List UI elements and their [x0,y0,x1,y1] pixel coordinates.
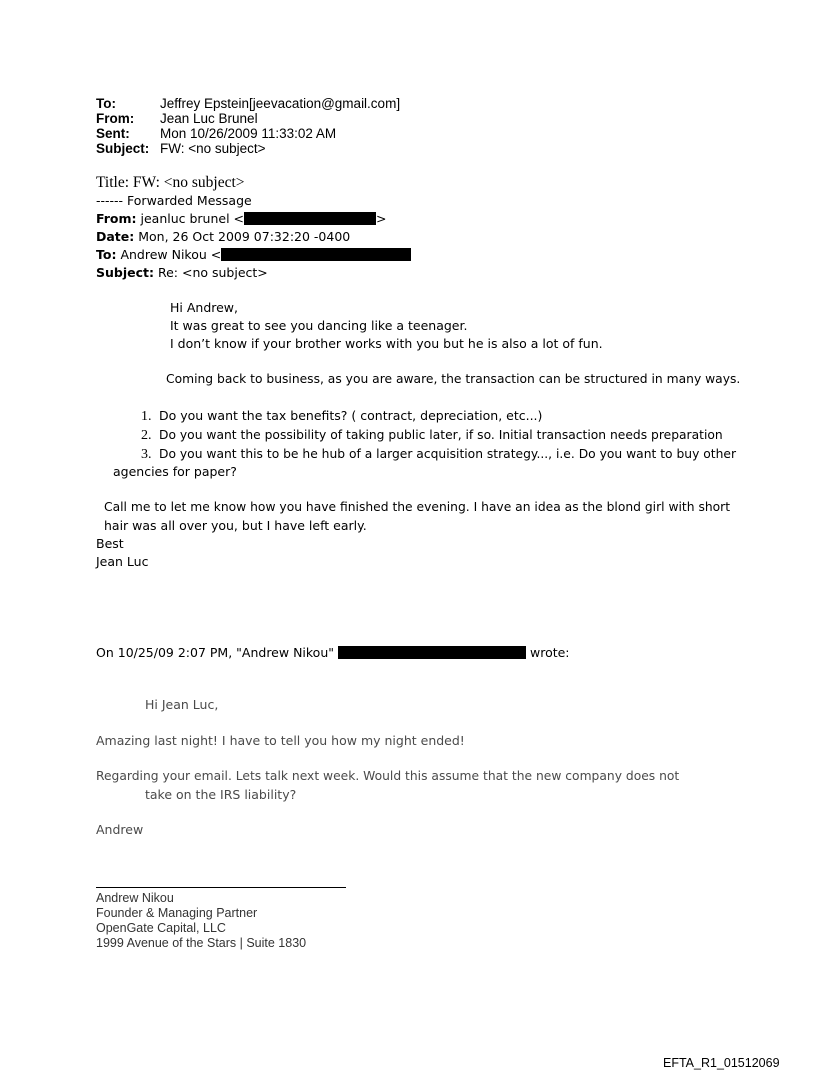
list-text: Do you want this to be he hub of a larger acquisition strategy..., i.e. Do you want to buy other [159,447,737,461]
message-signature: Jean Luc [96,554,149,569]
to-value: Jeffrey Epstein[jeevacation@gmail.com] [160,96,401,111]
header-to-row [96,96,400,111]
list-item-continuation: agencies for paper? [113,464,237,479]
quoted-line: Regarding your email. Lets talk next week. Would this assume that the new company does not [96,769,680,783]
list-text: Do you want the tax benefits? ( contract, depreciation, etc...) [159,408,543,423]
fwd-to-label: To: [96,247,117,262]
list-item [141,446,736,463]
quoted-line: Amazing last night! I have to tell you how my night ended! [96,733,465,748]
quoted-name: Andrew [96,822,144,837]
forwarded-date-row [96,228,350,246]
fwd-to-value: Andrew Nikou < [120,247,222,262]
forwarded-from-row [96,210,387,228]
signature-block [96,891,306,951]
fwd-date-label: Date: [96,229,135,244]
message-signoff: Best [96,536,124,551]
signature-company: OpenGate Capital, LLC [96,921,226,935]
fwd-subject-value: Re: <no subject> [157,265,268,280]
list-number: 1. [141,409,152,424]
quoted-intro-prefix: On 10/25/09 2:07 PM, "Andrew Nikou" [96,645,335,660]
signature-address: 1999 Avenue of the Stars | Suite 1830 [96,936,307,950]
redaction-bar [221,248,411,261]
forwarded-banner: ------ Forwarded Message [96,193,252,208]
header-from-row [96,111,400,126]
list-number: 2. [141,428,152,443]
subject-label: Subject: [96,141,150,156]
quoted-greeting: Hi Jean Luc, [145,697,219,712]
sent-label: Sent: [96,126,130,141]
quoted-intro [96,645,570,660]
quoted-line-continuation: take on the IRS liability? [145,787,297,802]
signature-title: Founder & Managing Partner [96,906,258,920]
from-value: Jean Luc Brunel [160,111,258,126]
list-number: 3. [141,447,152,462]
fwd-from-close: > [376,211,387,226]
message-greeting: Hi Andrew, [170,300,239,315]
to-label: To: [96,96,116,111]
list-item [141,408,542,425]
signature-divider [96,887,346,888]
signature-name: Andrew Nikou [96,891,174,905]
message-closing: Call me to let me know how you have finished the evening. I have an idea as the blond girl with short [104,500,731,514]
fwd-date-value: Mon, 26 Oct 2009 07:32:20 -0400 [138,229,351,244]
redaction-bar [244,212,376,225]
forwarded-subject-row [96,264,268,282]
fwd-from-label: From: [96,211,137,226]
header-sent-row [96,126,400,141]
title-line: Title: FW: <no subject> [96,174,245,191]
redaction-bar [338,646,526,659]
message-business: Coming back to business, as you are aware, the transaction can be structured in many ways. [166,372,741,386]
message-line: I don’t know if your brother works with you but he is also a lot of fun. [170,336,603,351]
subject-value: FW: <no subject> [160,141,266,156]
list-text: Do you want the possibility of taking public later, if so. Initial transaction needs preparation [159,428,723,442]
fwd-from-value: jeanluc brunel < [140,211,245,226]
message-line: It was great to see you dancing like a teenager. [170,318,468,333]
list-item [141,427,723,444]
email-header [96,96,400,156]
fwd-subject-label: Subject: [96,265,154,280]
header-subject-row [96,141,400,156]
message-closing: hair was all over you, but I have left early. [104,518,367,533]
sent-value: Mon 10/26/2009 11:33:02 AM [160,126,337,141]
forwarded-to-row [96,246,411,264]
document-id: EFTA_R1_01512069 [663,1056,780,1070]
quoted-intro-suffix: wrote: [529,645,570,660]
from-label: From: [96,111,135,126]
